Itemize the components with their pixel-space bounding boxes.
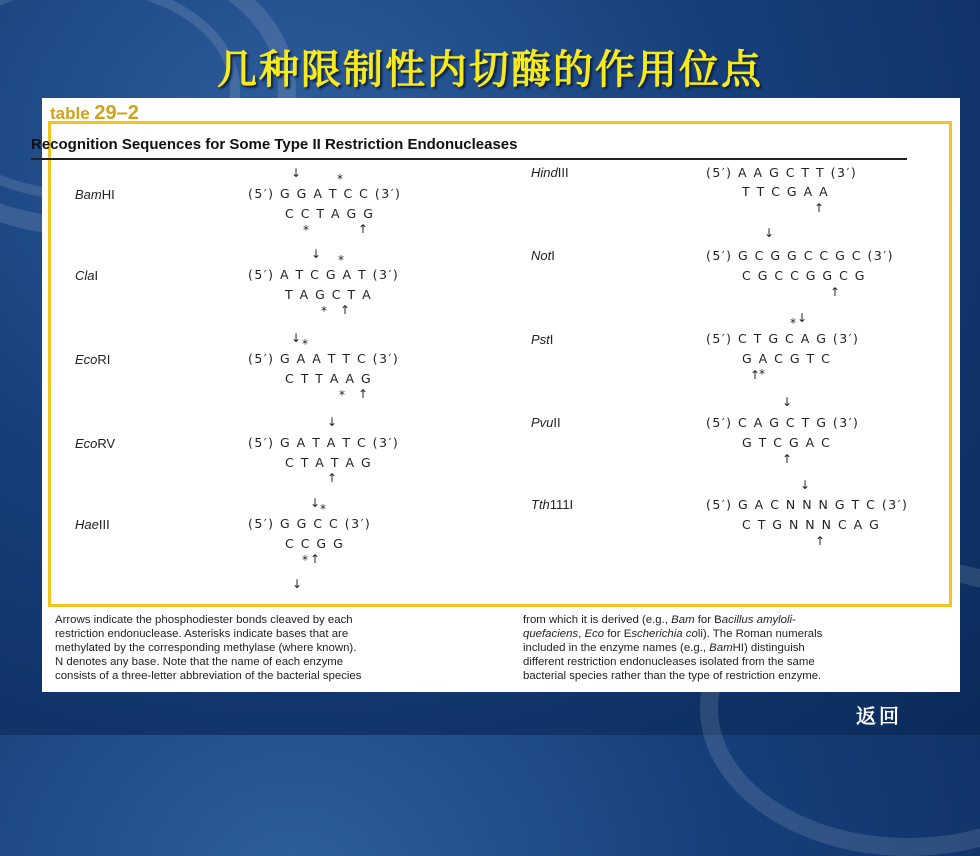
- footnote-right: from which it is derived (e.g., Bam for Bacillus amyloli- quefaciens, Eco for Escherichia coli). The Roman numerals included in the enzyme names (e.g., BamHI) distinguish different restriction endonucleases isolated from the same bacterial species rather than the type of restriction enzyme.: [523, 614, 823, 682]
- seq-bottom: T T C G A A: [742, 184, 830, 199]
- table-label-word: table: [50, 104, 90, 123]
- enzyme-name: Tth111I: [531, 497, 574, 512]
- methyl-asterisk: *: [339, 388, 345, 402]
- seq-bottom: C G C C G G C G: [742, 268, 866, 283]
- seq-top: (5′) G G A T C C (3′): [248, 186, 402, 201]
- cut-arrow-up: ↑: [340, 303, 351, 317]
- seq-top: (5′) G C G G C C G C (3′): [706, 248, 895, 263]
- seq-bottom: G T C G A C: [742, 435, 832, 450]
- seq-top: (5′) G A C N N N G T C (3′): [706, 497, 909, 512]
- methyl-asterisk: *: [790, 316, 796, 330]
- seq-top: (5′) A A G C T T (3′): [706, 165, 858, 180]
- methyl-asterisk: *: [321, 304, 327, 318]
- cut-arrow-up: ↑: [782, 452, 793, 466]
- enzyme-name: PvuII: [531, 415, 561, 430]
- methyl-asterisk: *: [320, 502, 326, 516]
- enzyme-name: HaeIII: [75, 517, 110, 532]
- cut-arrow-down: ↓: [292, 577, 303, 591]
- seq-top: (5′) G G C C (3′): [248, 516, 372, 531]
- seq-top: (5′) A T C G A T (3′): [248, 267, 400, 282]
- enzyme-name: EcoRI: [75, 352, 111, 367]
- footnote-left: Arrows indicate the phosphodiester bonds cleaved by each restriction endonuclease. Asterisks indicate bases that are methylated by the corresponding methylase (where known). N denotes any base. Note that the name of each enzyme consists of a three-letter abbreviation of the bacterial species: [55, 614, 362, 682]
- enzyme-name: PstI: [531, 332, 554, 347]
- enzyme-name: ClaI: [75, 268, 99, 283]
- seq-bottom: G A C G T C: [742, 351, 832, 366]
- table-caption: Recognition Sequences for Some Type II Restriction Endonucleases: [31, 136, 518, 153]
- slide-title: 几种限制性内切酶的作用位点: [217, 47, 763, 93]
- seq-top: (5′) C A G C T G (3′): [706, 415, 860, 430]
- enzyme-name: BamHI: [75, 187, 115, 202]
- cut-arrow-down: ↓: [310, 496, 321, 510]
- cut-arrow-up: ↑: [327, 471, 338, 485]
- cut-arrow-up: ↑: [358, 222, 369, 236]
- cut-arrow-up: ↑: [310, 552, 321, 566]
- enzyme-name: HindIII: [531, 165, 569, 180]
- methyl-asterisk: *: [337, 172, 343, 186]
- methyl-asterisk: *: [303, 223, 309, 237]
- methyl-asterisk: *: [302, 553, 308, 567]
- cut-arrow-up: ↑: [750, 368, 761, 382]
- cut-arrow-down: ↓: [764, 226, 775, 240]
- methyl-asterisk: *: [759, 367, 765, 381]
- seq-bottom: C T A T A G: [285, 455, 373, 470]
- seq-bottom: C C G G: [285, 536, 345, 551]
- cut-arrow-down: ↓: [327, 415, 338, 429]
- cut-arrow-down: ↓: [291, 331, 302, 345]
- seq-top: (5′) G A A T T C (3′): [248, 351, 400, 366]
- back-button[interactable]: 返回: [856, 704, 902, 728]
- cut-arrow-down: ↓: [782, 395, 793, 409]
- cut-arrow-down: ↓: [797, 311, 808, 325]
- seq-bottom: T A G C T A: [285, 287, 373, 302]
- methyl-asterisk: *: [302, 337, 308, 351]
- cut-arrow-up: ↑: [830, 285, 841, 299]
- seq-bottom: C T G N N N C A G: [742, 517, 881, 532]
- table-label-number: 29–2: [94, 102, 139, 124]
- seq-top: (5′) G A T A T C (3′): [248, 435, 400, 450]
- cut-arrow-up: ↑: [814, 201, 825, 215]
- cut-arrow-down: ↓: [291, 166, 302, 180]
- seq-top: (5′) C T G C A G (3′): [706, 331, 860, 346]
- enzyme-name: NotI: [531, 248, 555, 263]
- cut-arrow-down: ↓: [800, 478, 811, 492]
- enzyme-name: EcoRV: [75, 436, 116, 451]
- caption-rule: [31, 158, 907, 160]
- cut-arrow-down: ↓: [311, 247, 322, 261]
- seq-bottom: C T T A A G: [285, 371, 373, 386]
- seq-bottom: C C T A G G: [285, 206, 375, 221]
- cut-arrow-up: ↑: [358, 387, 369, 401]
- cut-arrow-up: ↑: [815, 534, 826, 548]
- methyl-asterisk: *: [338, 253, 344, 267]
